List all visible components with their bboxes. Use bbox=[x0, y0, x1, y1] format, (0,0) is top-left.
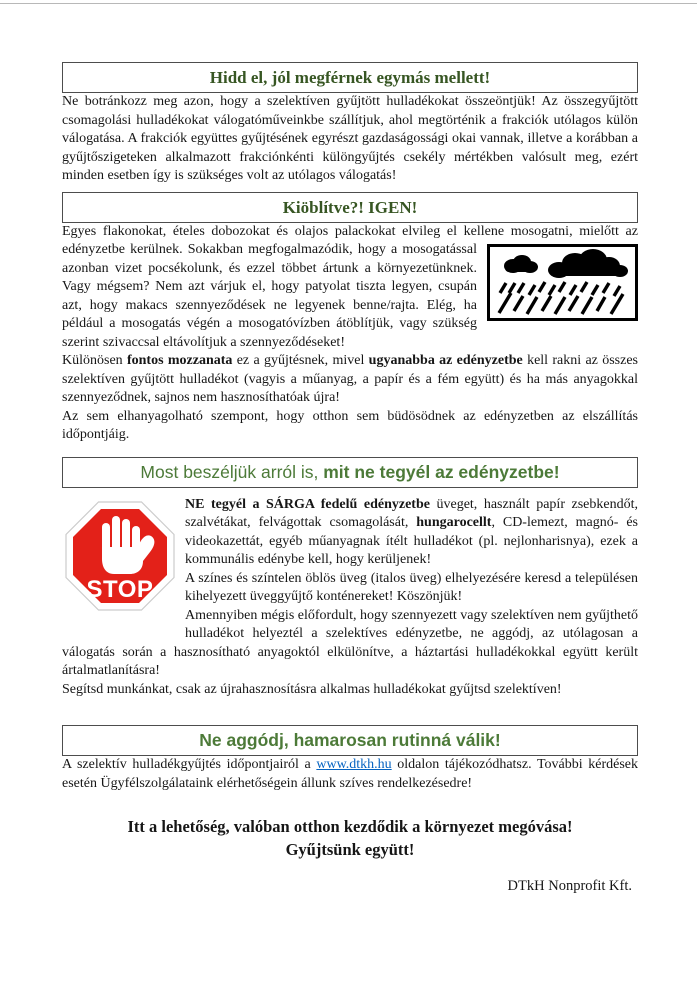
paragraph-contaminated: Amennyiben mégis előfordult, hogy szennyezett vagy szelektíven nem gyűjthető hulladékot helyeztél a szelektíves edényzetbe, ne aggódj, az utólagosan a válogatás során a hasznosítható anyagoktól elkülönítve, a háztartási hulladékokkal együtt került ártalmatlanításra! bbox=[62, 607, 638, 678]
text-segment: , CD-lemezt, magnó- és videokazettát, egyéb műanyagnak ítélt hulladékot (pl. nejlonharisnya), ezek a kommunális edénybe kell, hogy kerüljenek! bbox=[185, 515, 638, 567]
text-segment: NE tegyél a SÁRGA fedelű edényzetbe bbox=[185, 496, 430, 512]
text-segment: hungarocellt bbox=[416, 515, 492, 530]
text-segment: Most beszéljük arról is, bbox=[140, 461, 324, 482]
section-title-rinsed bbox=[62, 192, 638, 223]
text-segment: A szelektív hulladékgyűjtés időpontjairól a bbox=[62, 757, 317, 772]
text-segment: fontos mozzanata bbox=[126, 353, 233, 368]
paragraph-schedule bbox=[62, 756, 638, 793]
text-segment: ugyanabba az edényzetbe bbox=[368, 353, 523, 368]
closing-slogan-line2: Gyűjtsünk együtt! bbox=[285, 840, 415, 859]
section-title-rinsed-text: Kiöblítve?! IGEN! bbox=[282, 197, 418, 217]
signature-company: DTkH Nonprofit Kft. bbox=[507, 878, 632, 894]
text-segment: Egyes flakonokat, ételes dobozokat és olajos palackokat elvileg el kellene mosogatni, mielőtt az bbox=[62, 223, 638, 239]
paragraph-smell: Az sem elhanyagolható szempont, hogy otthon sem büdösödnek az edényzetben az elszállítás időpontjáig. bbox=[62, 408, 638, 442]
stop-sign-icon bbox=[62, 496, 178, 634]
text-segment: oldalon tájékozódhatsz. További kérdések esetén Ügyfélszolgálataink elérhetőségein állunk szíves rendelkezésedre! bbox=[62, 757, 638, 791]
section-title-dont-put bbox=[62, 457, 638, 488]
text-segment: ez a gyűjtésnek, mivel bbox=[232, 353, 369, 368]
section-title-coexist bbox=[62, 62, 638, 93]
paragraph-sorting: Ne botránkozz meg azon, hogy a szelektíven gyűjtött hulladékokat összeöntjük! Az összegyűjtött csomagolási hulladékokat válogatóműveinkbe szállítjuk, ahol megtörténik a frakciók utólagos külön válogatása. A frakciók együttes gyűjtésének egyrészt gazdaságossági okai vannak, illetve a korábban a gyűjtőszigeteken alkalmazott frakciónkénti különgyűjtés csekély mértékben valósult meg, ezért minden esetben így is szükséges volt az utólagos válogatás! bbox=[62, 94, 638, 183]
text-segment: kell rakni az összes szelektíven gyűjtött hulladékot (vagyis a műanyag, a papír és a fém együtt) és ha más anyagokkal szennyeződnek, sajnos nem hasznosíthatóak újra! bbox=[62, 353, 638, 405]
text-segment: Különösen bbox=[62, 353, 127, 368]
closing-slogan bbox=[62, 815, 638, 861]
section-title-coexist-text: Hidd el, jól megférnek egymás mellett! bbox=[209, 68, 491, 87]
section-title-routine bbox=[62, 725, 638, 756]
paragraph-help: Segítsd munkánkat, csak az újrahasznosításra alkalmas hulladékokat gyűjtsd szelektíven! bbox=[62, 681, 562, 697]
rain-clouds-image bbox=[487, 244, 638, 321]
page-content bbox=[62, 62, 638, 896]
paragraph-rinse bbox=[62, 223, 638, 353]
dtkh-link[interactable]: www.dtkh.hu bbox=[316, 757, 392, 772]
section-title-routine-text: Ne aggódj, hamarosan rutinná válik! bbox=[199, 730, 501, 750]
stop-sign-label: STOP bbox=[86, 575, 154, 603]
closing-slogan-line1: Itt a lehetőség, valóban otthon kezdődik a környezet megóvása! bbox=[127, 817, 573, 836]
text-segment: üveget, használt papír zsebkendőt, szalvétákat, felvágottak csomagolását, bbox=[185, 496, 638, 530]
stop-section bbox=[62, 496, 638, 681]
text-segment: edényzetbe kerülnek. Sokakban megfogalmazódik, hogy a mosogatással azonban vizet pocsékolunk, és ezzel többet ártunk a környezetünknek. Vagy mégsem? Nem azt várjuk el, hogy patyolat tiszta legyen, csupán azt, hogy makacs szennyeződések ne legyenek benne/rajta. Elég, ha például a mosogatás végén a mosogatóvízben átöblítjük, vagy szükség szerint szivaccsal eltávolítjuk a szennyeződéseket! bbox=[62, 242, 477, 350]
paragraph-important bbox=[62, 352, 638, 408]
text-segment: mit ne tegyél az edényzetbe! bbox=[323, 461, 560, 482]
page-top-divider bbox=[0, 3, 697, 4]
paragraph-glass: A színes és színtelen öblös üveg (italos üveg) elhelyezésére keresd a településen kihelyezett üveggyűjtő konténereket! Köszönjük! bbox=[185, 570, 638, 604]
